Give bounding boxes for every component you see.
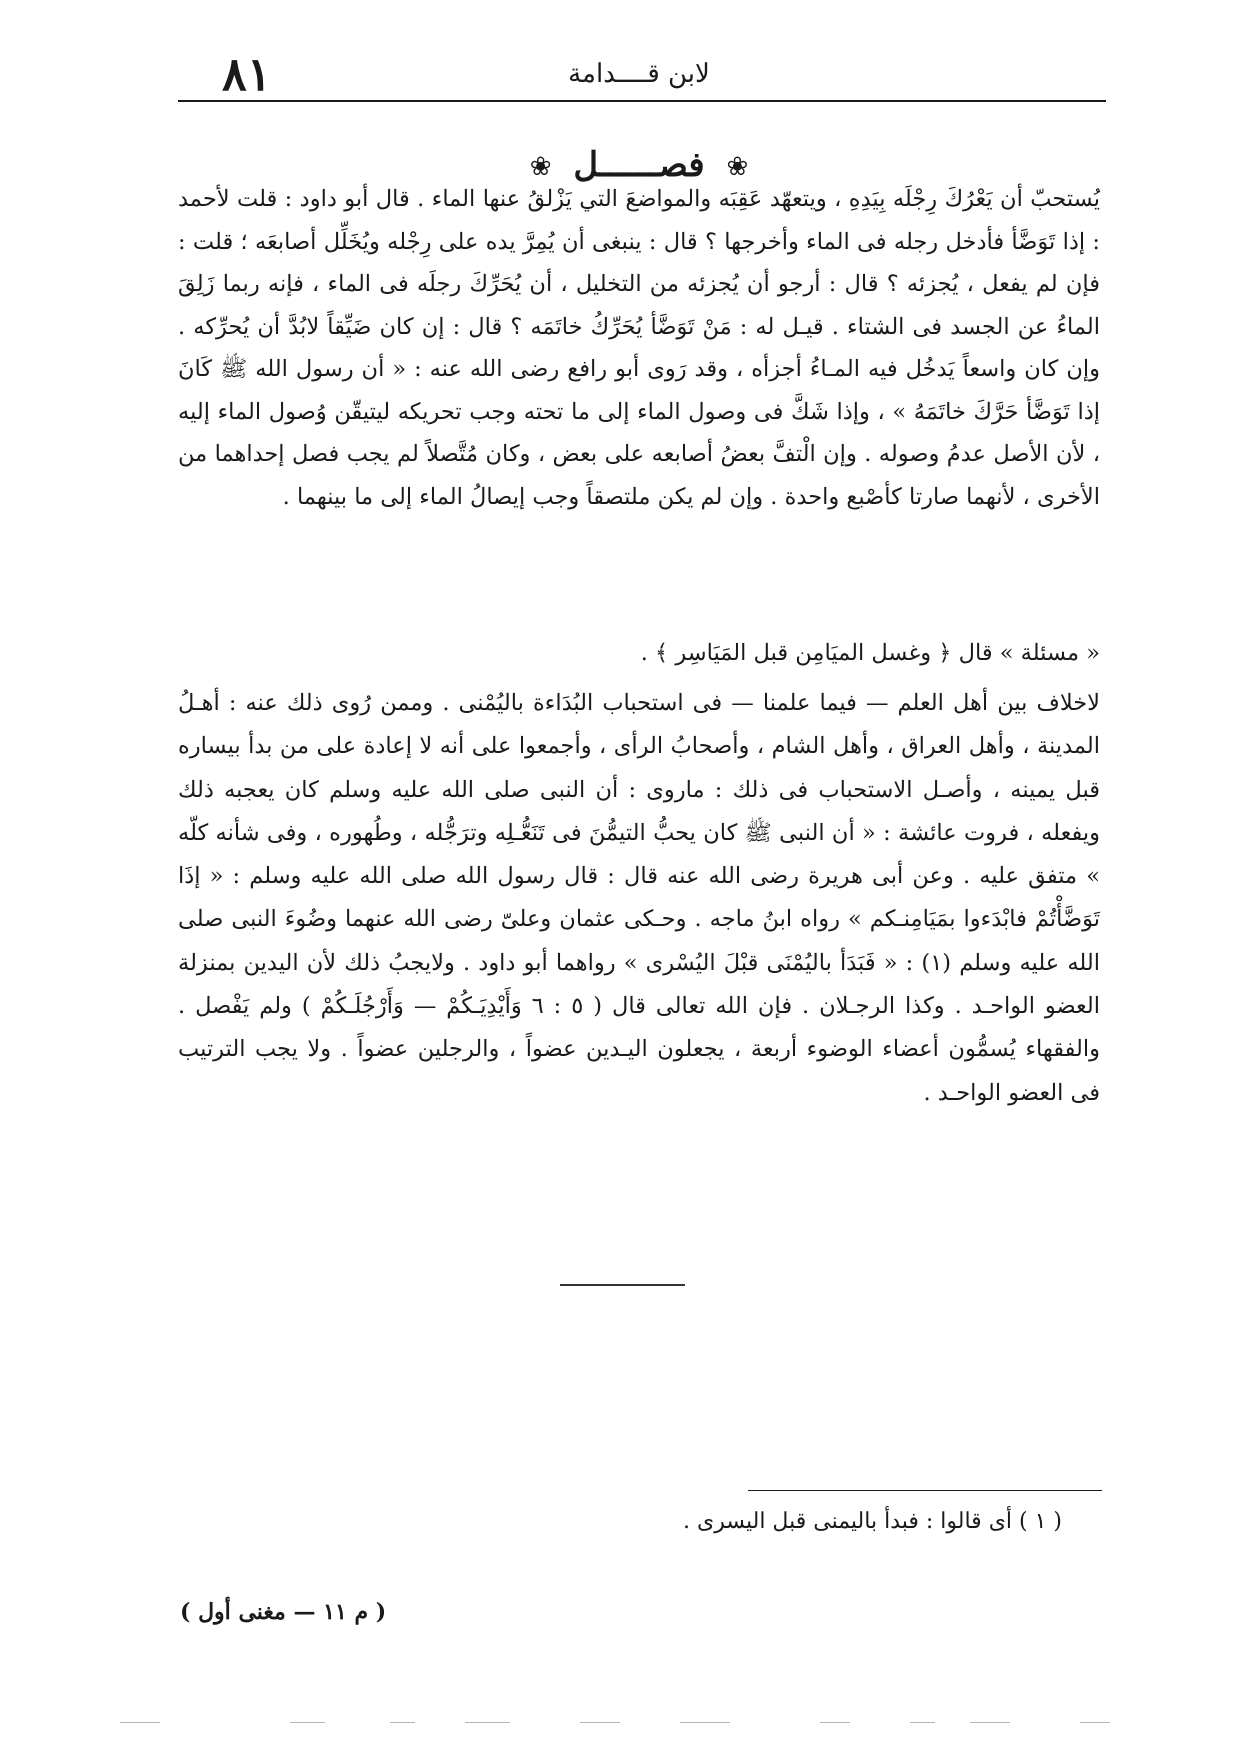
footnote-rule bbox=[748, 1490, 1102, 1491]
header-rule bbox=[178, 100, 1106, 102]
section-divider bbox=[560, 1284, 685, 1286]
section-title-text: فصــــــل bbox=[573, 145, 705, 185]
masala-heading: « مسئلة » قال ﴿ وغسل الميَامِن قبل المَيَاسِر ﴾ . bbox=[640, 640, 1100, 666]
paragraph-2: لاخلاف بين أهل العلم — فيما علمنا — فى استحباب البُدَاءة باليُمْنى . وممن رُوى ذلك عنه : أهـلُ المدينة ، وأهل العراق ، وأهل الشام ، وأصحابُ الرأى ، وأجمعوا على أنه لا إعادة على من بدأ بيساره قبل يمينه ، وأصـل الاستحباب فى ذلك : ماروى : أن النبى صلى الله عليه وسلم كان يعجبه ذلك ويفعله ، فروت عائشة : « أن النبى ﷺ كان يحبُّ التيمُّنَ فى تَنَعُّـلِه وترَجُّله ، وطُهوره ، وفى شأنه كلّه » متفق عليه . وعن أبى هريرة رضى الله عنه قال : قال رسول الله صلى الله عليه وسلم : « إذَا تَوَضَّأْتُمْ فابْدَءوا بمَيَامِنـكم » رواه ابنُ ماجه . وحـكى عثمان وعلىّ رضى الله عنهما وضُوءَ النبى صلى الله عليه وسلم (١) : « فَبَدَأ باليُمْنَى قبْلَ اليُسْرى » رواهما أبو داود . ولايجبُ ذلك لأن اليدين بمنزلة العضو الواحـد . وكذا الرجـلان . فإن الله تعالى قال ( ٥ : ٦ وَأَيْدِيَـكُمْ — وَأَرْجُلَـكُمْ ) ولم يَفْصل . والفقهاء يُسمُّون أعضاء الوضوء أربعة ، يجعلون اليـدين عضواً ، والرجلين عضواً . ولا يجب الترتيب فى العضو الواحـد . bbox=[178, 690, 1100, 1106]
running-title: لابن قــــدامة bbox=[568, 59, 710, 89]
page-number: ٨١ bbox=[222, 47, 272, 101]
scan-artifacts bbox=[120, 1722, 1120, 1726]
page-header bbox=[178, 48, 1100, 102]
signature-mark: ( م ١١ — مغنى أول ) bbox=[180, 1599, 387, 1625]
ornament-right-icon: ❀ bbox=[726, 152, 749, 182]
paragraph-1: يُستحبّ أن يَعْرُكَ رِجْلَه بِيَدِهِ ، ويتعهّد عَقِبَه والمواضعَ التي يَزْلقُ عنها الماء . قال أبو داود : قلت لأحمد : إذا تَوَضَّأ فأدخل رجله فى الماء وأخرجها ؟ قال : ينبغى أن يُمِرَّ يده على رِجْله ويُخَلِّل أصابعَه ؛ قلت : فإن لم يفعل ، يُجزئه ؟ قال : أرجو أن يُجزئه من التخليل ، أن يُحَرِّكَ رجلَه فى الماء ، فإنه ربما زَلِقَ الماءُ عن الجسد فى الشتاء . قيـل له : مَنْ تَوَضَّأ يُحَرِّكُ خاتَمَه ؟ قال : إن كان ضَيِّقاً لابُدَّ أن يُحرِّكه . وإن كان واسعاً يَدخُل فيه المـاءُ أجزأه ، وقد رَوى أبو رافع رضى الله عنه : « أن رسول الله ﷺ كَانَ إذا تَوَضَّأ حَرَّكَ خاتَمَهُ » ، وإذا شَكَّ فى وصول الماء إلى ما تحته وجب تحريكه ليتيقّن وُصول الماء إليه ، لأن الأصل عدمُ وصوله . وإن الْتفَّ بعضُ أصابعه على بعض ، وكان مُتَّصلاً لم يجب فصل إحداهما من الأخرى ، لأنهما صارتا كأصْبع واحدة . وإن لم يكن ملتصقاً وجب إيصالُ الماء إلى ما بينهما . bbox=[178, 186, 1100, 510]
footnote-1: ( ١ ) أى قالوا : فبدأ باليمنى قبل اليسرى . bbox=[683, 1509, 1062, 1534]
ornament-left-icon: ❀ bbox=[529, 152, 552, 182]
